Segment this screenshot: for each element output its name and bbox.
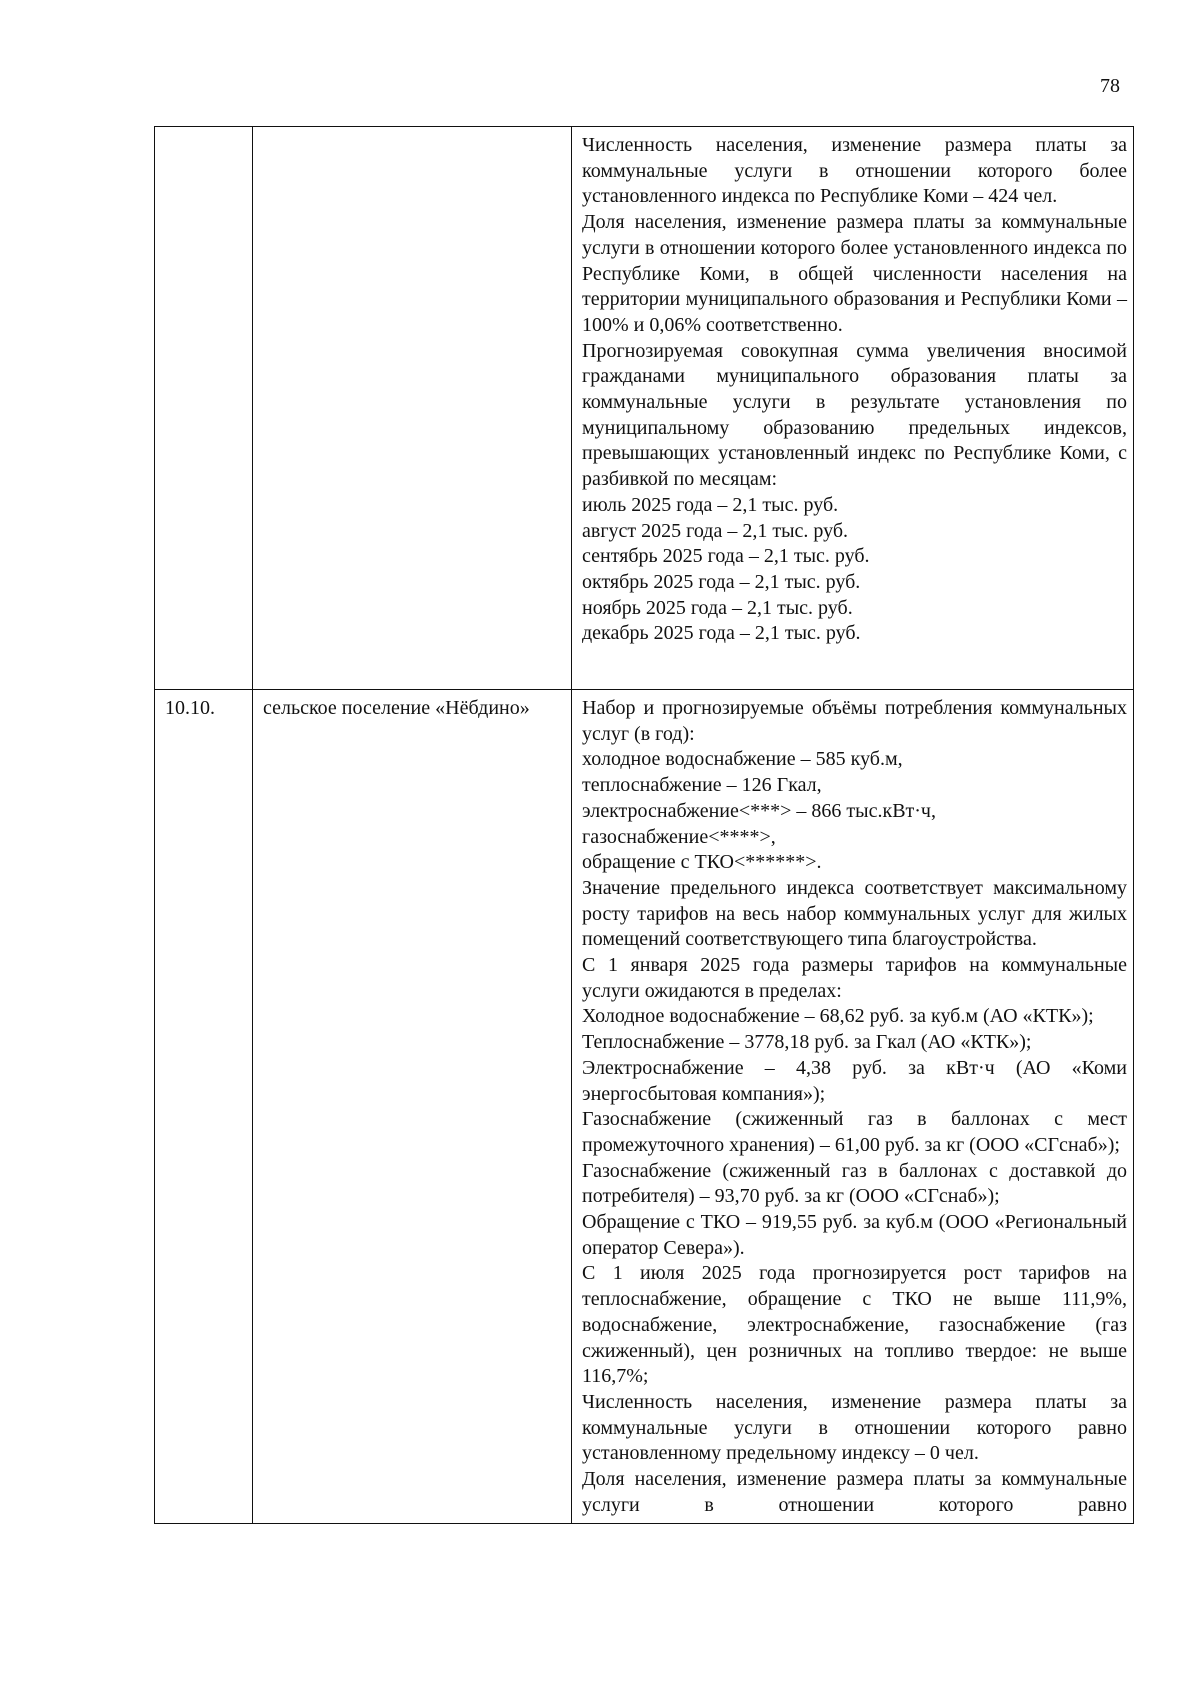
municipality-name-cell xyxy=(253,127,572,690)
paragraph: Значение предельного индекса соответствует максимальному росту тарифов на весь набор коммунальных услуг для жилых помещений соответствующего типа благоустройства. xyxy=(582,876,1127,951)
paragraph: июль 2025 года – 2,1 тыс. руб. xyxy=(582,493,839,516)
paragraph: Численность населения, изменение размера платы за коммунальные услуги в отношении которого более установленного индекса по Республике Коми – 424 чел. xyxy=(582,134,1127,208)
paragraph: теплоснабжение – 126 Гкал, xyxy=(582,774,822,797)
row-number-cell xyxy=(155,127,253,690)
paragraph: холодное водоснабжение – 585 куб.м, xyxy=(582,748,903,771)
paragraph: электроснабжение<***> – 866 тыс.кВт·ч, xyxy=(582,799,936,822)
paragraph: Газоснабжение (сжиженный газ в баллонах с мест промежуточного хранения) – 61,00 руб. за кг (ООО «СГснаб»); xyxy=(582,1108,1127,1156)
table-row xyxy=(155,690,1134,1524)
paragraph: Доля населения, изменение размера платы за коммунальные услуги в отношении которого равно xyxy=(582,1468,1127,1516)
paragraph: Доля населения, изменение размера платы за коммунальные услуги в отношении которого более установленного индекса по Республике Коми, в общей численности населения на территории муниципального образования и Республики Коми – 100% и 0,06% соответственно. xyxy=(582,211,1127,336)
municipality-name-cell: сельское поселение «Нёбдино» xyxy=(253,690,572,1524)
paragraph: август 2025 года – 2,1 тыс. руб. xyxy=(582,519,849,542)
paragraph: Электроснабжение – 4,38 руб. за кВт·ч (АО «Коми энергосбытовая компания»); xyxy=(582,1056,1127,1105)
document-table xyxy=(154,126,1134,1524)
table-row xyxy=(155,127,1134,690)
paragraph: газоснабжение<****>, xyxy=(582,825,776,848)
paragraph: обращение с ТКО<******>. xyxy=(582,851,822,874)
paragraph: Обращение с ТКО – 919,55 руб. за куб.м (ООО «Региональный оператор Севера»). xyxy=(582,1211,1127,1259)
page-number: 78 xyxy=(1100,75,1120,97)
paragraph: сентябрь 2025 года – 2,1 тыс. руб. xyxy=(582,545,870,568)
paragraph: октябрь 2025 года – 2,1 тыс. руб. xyxy=(582,570,861,593)
paragraph: Численность населения, изменение размера платы за коммунальные услуги в отношении которого равно установленному предельному индексу – 0 чел. xyxy=(582,1390,1127,1465)
paragraph: Газоснабжение (сжиженный газ в баллонах с доставкой до потребителя) – 93,70 руб. за кг (ООО «СГснаб»); xyxy=(582,1159,1127,1208)
row-number-cell: 10.10. xyxy=(155,690,253,1524)
paragraph: декабрь 2025 года – 2,1 тыс. руб. xyxy=(582,622,861,645)
paragraph: Прогнозируемая совокупная сумма увеличения вносимой гражданами муниципального образования платы за коммунальные услуги в результате установления по муниципальному образованию предельных индексов, превышающих установленный индекс по Республике Коми, с разбивкой по месяцам: xyxy=(582,339,1127,491)
description-cell xyxy=(572,127,1134,690)
paragraph: Теплоснабжение – 3778,18 руб. за Гкал (АО «КТК»); xyxy=(582,1031,1032,1054)
paragraph: ноябрь 2025 года – 2,1 тыс. руб. xyxy=(582,596,853,619)
paragraph: С 1 июля 2025 года прогнозируется рост тарифов на теплоснабжение, обращение с ТКО не выше 111,9%, водоснабжение, электроснабжение, газоснабжение (газ сжиженный), цен розничных на топливо твердое: не выше 116,7%; xyxy=(582,1262,1127,1388)
paragraph: С 1 января 2025 года размеры тарифов на коммунальные услуги ожидаются в пределах: xyxy=(582,954,1127,1002)
paragraph: Набор и прогнозируемые объёмы потребления коммунальных услуг (в год): xyxy=(582,697,1127,745)
paragraph: Холодное водоснабжение – 68,62 руб. за куб.м (АО «КТК»); xyxy=(582,1005,1094,1028)
description-cell xyxy=(572,690,1134,1524)
